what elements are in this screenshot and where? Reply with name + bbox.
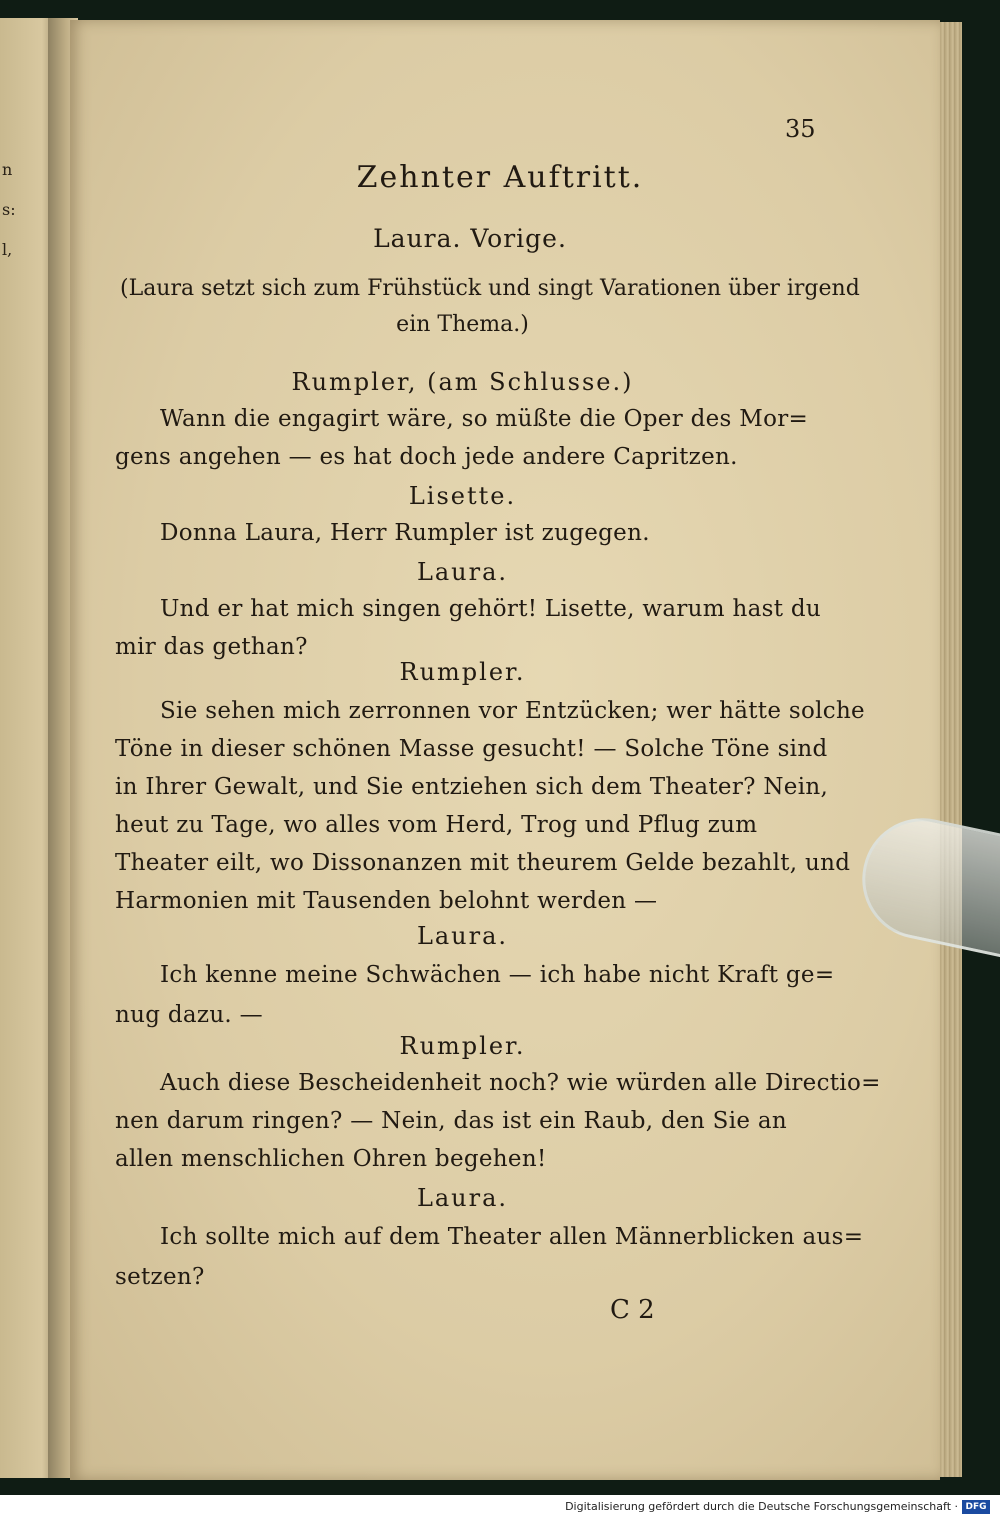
dialogue-line: Wann die engagirt wäre, so müßte die Oper des Mor=: [160, 406, 809, 432]
dialogue-line: Donna Laura, Herr Rumpler ist zugegen.: [160, 520, 650, 546]
left-page-fragment: n: [2, 160, 13, 179]
dialogue-line: Theater eilt, wo Dissonanzen mit theurem Gelde bezahlt, und: [115, 850, 851, 876]
scene-heading: Zehnter Auftritt.: [356, 160, 644, 195]
dialogue-line: Harmonien mit Tausenden belohnt werden —: [115, 888, 658, 914]
dfg-logo-icon[interactable]: DFG: [962, 1500, 990, 1514]
speaker-name: Laura.: [416, 558, 509, 586]
dialogue-line: Ich sollte mich auf dem Theater allen Männerblicken aus=: [160, 1224, 864, 1250]
footer-credit: Digitalisierung gefördert durch die Deutsche Forschungsgemeinschaft ·: [565, 1500, 958, 1513]
dialogue-line: Ich kenne meine Schwächen — ich habe nicht Kraft ge=: [160, 962, 835, 988]
speaker-name: Rumpler, (am Schlusse.): [291, 368, 634, 396]
dialogue-line: allen menschlichen Ohren begehen!: [115, 1146, 547, 1172]
speaker-name: Rumpler.: [399, 1032, 526, 1060]
page-number: 35: [785, 115, 816, 143]
scene-persons: Laura. Vorige.: [373, 224, 567, 253]
dialogue-line: Und er hat mich singen gehört! Lisette, warum hast du: [160, 596, 822, 622]
stage-direction-line: ein Thema.): [396, 312, 529, 337]
speaker-name: Laura.: [416, 1184, 509, 1212]
speaker-name: Laura.: [416, 922, 509, 950]
footer-bar: [0, 1495, 1000, 1520]
speaker-name: Lisette.: [408, 482, 517, 510]
dialogue-line: mir das gethan?: [115, 634, 308, 660]
dialogue-line: Töne in dieser schönen Masse gesucht! — Solche Töne sind: [115, 736, 828, 762]
left-page-fragment: s:: [2, 200, 16, 219]
dialogue-line: Sie sehen mich zerronnen vor Entzücken; wer hätte solche: [160, 698, 865, 724]
dialogue-line: Auch diese Bescheidenheit noch? wie würden alle Directio=: [160, 1070, 881, 1096]
left-page-fragment: l,: [2, 240, 13, 259]
speaker-name: Rumpler.: [399, 658, 526, 686]
dialogue-line: nen darum ringen? — Nein, das ist ein Raub, den Sie an: [115, 1108, 787, 1134]
stage-direction-line: (Laura setzt sich zum Frühstück und singt Varationen über irgend: [120, 276, 860, 301]
dialogue-line: gens angehen — es hat doch jede andere Capritzen.: [115, 444, 738, 470]
signature-mark: C 2: [610, 1295, 655, 1325]
dialogue-line: nug dazu. —: [115, 1002, 263, 1028]
dialogue-line: heut zu Tage, wo alles vom Herd, Trog und Pflug zum: [115, 812, 758, 838]
dialogue-line: setzen?: [115, 1264, 205, 1290]
dialogue-line: in Ihrer Gewalt, und Sie entziehen sich dem Theater? Nein,: [115, 774, 829, 800]
